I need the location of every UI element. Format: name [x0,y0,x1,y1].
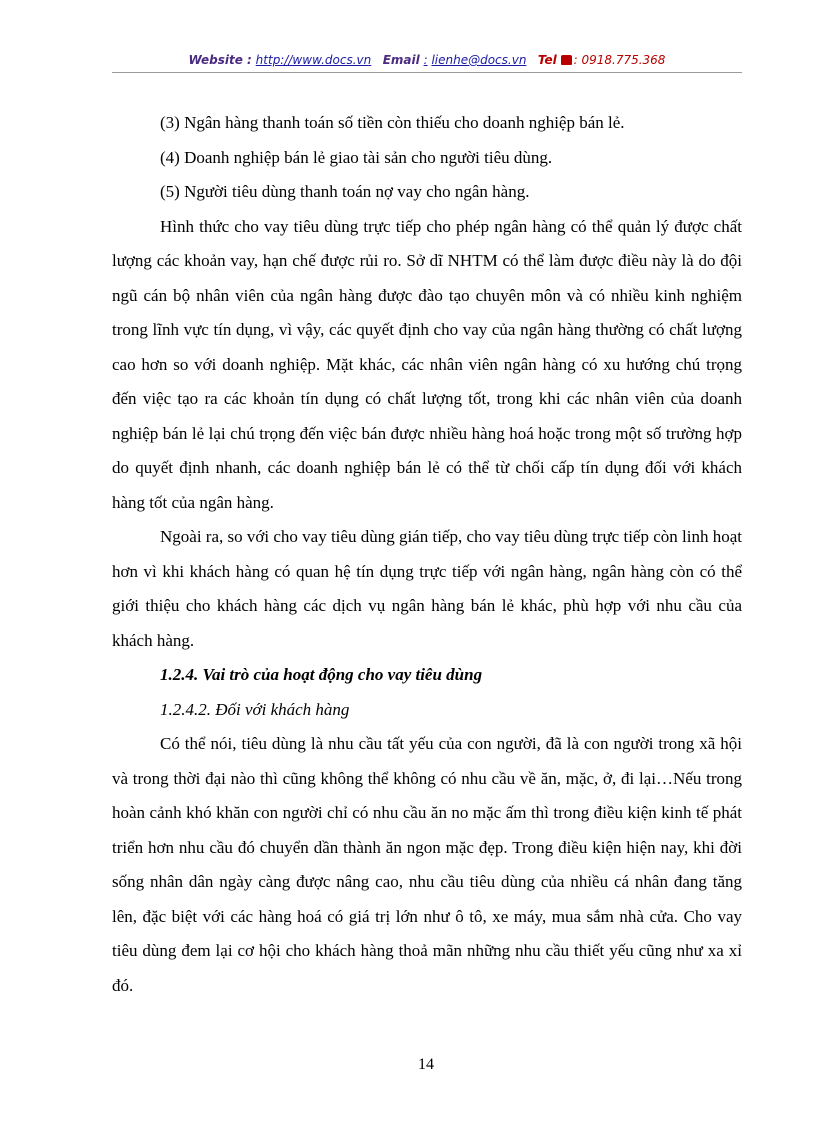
email-link[interactable]: lienhe@docs.vn [431,53,527,67]
paragraph-step-5: (5) Người tiêu dùng thanh toán nợ vay cho ngân hàng. [160,182,530,201]
paragraph-direct-lending: Hình thức cho vay tiêu dùng trực tiếp cho phép ngân hàng có thể quản lý được chất lượng các khoản vay, hạn chế được rủi ro. Sở dĩ NHTM có thể làm được điều này là do đội ngũ cán bộ nhân viên của ngân hàng được đào tạo chuyên môn và có nhiều kinh nghiệm trong lĩnh vực tín dụng, vì vậy, các quyết định cho vay của ngân hàng thường có chất lượng cao hơn so với doanh nghiệp. Mặt khác, các nhân viên ngân hàng có xu hướng chú trọng đến việc tạo ra các khoản tín dụng có chất lượng tốt, trong khi các nhân viên của doanh nghiệp bán lẻ lại chú trọng đến việc bán được nhiều hàng hoá hoặc trong một số trường hợp do quyết định nhanh, các doanh nghiệp bán lẻ có thể từ chối cấp tín dụng đối với khách hàng tốt của ngân hàng. [112,216,742,512]
phone-icon [561,55,572,65]
section-heading: 1.2.4. Vai trò của hoạt động cho vay tiêu dùng [160,665,483,684]
email-label: Email [382,53,420,67]
subsection-heading: 1.2.4.2. Đối với khách hàng [160,699,350,719]
paragraph-step-4: (4) Doanh nghiệp bán lẻ giao tài sản cho người tiêu dùng. [160,147,553,167]
page-number: 14 [418,1056,434,1073]
page-header [112,50,742,73]
paragraph-flexibility: Ngoài ra, so với cho vay tiêu dùng gián tiếp, cho vay tiêu dùng trực tiếp còn linh hoạt hơn vì khi khách hàng có quan hệ tín dụng trực tiếp với ngân hàng, ngân hàng còn có thể giới thiệu cho khách hàng các dịch vụ ngân hàng bán lẻ khác, phù hợp với nhu cầu của khách hàng. [112,527,742,650]
paragraph-customer-role: Có thể nói, tiêu dùng là nhu cầu tất yếu của con người, đã là con người trong xã hội và trong thời đại nào thì cũng không thể không có nhu cầu về ăn, mặc, ở, đi lại…Nếu trong hoàn cảnh khó khăn con người chỉ có nhu cầu ăn no mặc ấm thì trong điều kiện kinh tế phát triển hơn nhu cầu đó chuyển dần thành ăn ngon mặc đẹp. Trong điều kiện hiện nay, khi đời sống nhân dân ngày càng được nâng cao, nhu cầu tiêu dùng của nhiều cá nhân đang tăng lên, đặc biệt với các hàng hoá có giá trị lớn như ô tô, xe máy, mua sắm nhà cửa. Cho vay tiêu dùng đem lại cơ hội cho khách hàng thoả mãn những nhu cầu thiết yếu cũng như xa xỉ đó. [112,734,742,995]
paragraph-step-3: (3) Ngân hàng thanh toán số tiền còn thiếu cho doanh nghiệp bán lẻ. [160,113,625,132]
tel-label: Tel [537,53,557,67]
email-separator: : [423,53,428,67]
phone-number: : 0918.775.368 [573,53,666,67]
website-label: Website : [188,53,252,67]
website-link[interactable]: http://www.docs.vn [255,53,372,67]
document-body [112,106,742,1003]
